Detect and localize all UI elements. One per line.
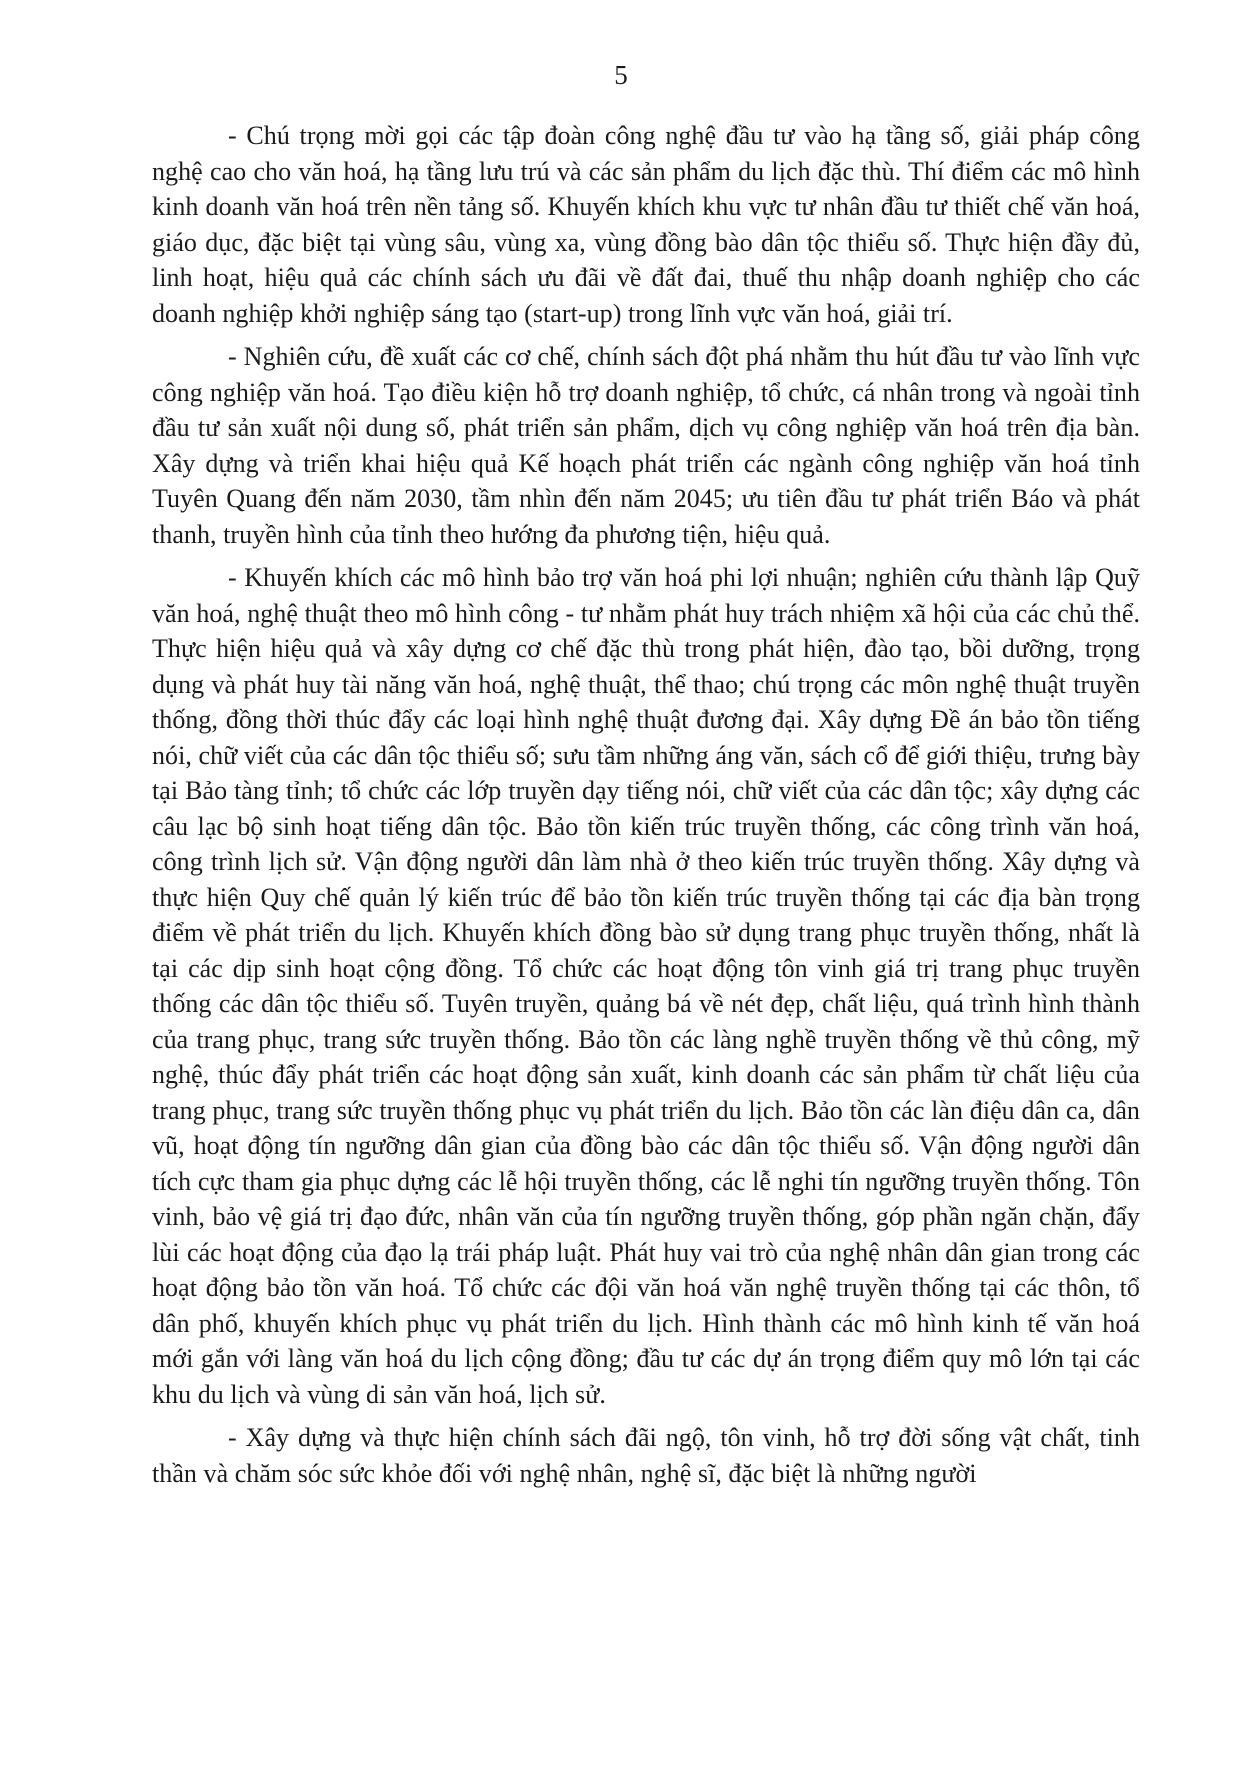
paragraph-cultural-industry: - Nghiên cứu, đề xuất các cơ chế, chính sách đột phá nhằm thu hút đầu tư vào lĩnh vực công nghiệp văn hoá. Tạo điều kiện hỗ trợ doanh nghiệp, tổ chức, cá nhân trong và ngoài tỉnh đầu tư sản xuất nội dung số, phát triển sản phẩm, dịch vụ công nghiệp văn hoá trên địa bàn. Xây dựng và triển khai hiệu quả Kế hoạch phát triển các ngành công nghiệp văn hoá tỉnh Tuyên Quang đến năm 2030, tầm nhìn đến năm 2045; ưu tiên đầu tư phát triển Báo và phát thanh, truyền hình của tỉnh theo hướng đa phương tiện, hiệu quả. [152,342,1140,549]
paragraph-artist-policy: - Xây dựng và thực hiện chính sách đãi ngộ, tôn vinh, hỗ trợ đời sống vật chất, tinh thần và chăm sóc sức khỏe đối với nghệ nhân, nghệ sĩ, đặc biệt là những người [152,1423,1140,1488]
page-number: 5 [614,60,628,90]
document-body [152,118,1140,1499]
paragraph-investment-technology: - Chú trọng mời gọi các tập đoàn công nghệ đầu tư vào hạ tầng số, giải pháp công nghệ cao cho văn hoá, hạ tầng lưu trú và các sản phẩm du lịch đặc thù. Thí điểm các mô hình kinh doanh văn hoá trên nền tảng số. Khuyến khích khu vực tư nhân đầu tư thiết chế văn hoá, giáo dục, đặc biệt tại vùng sâu, vùng xa, vùng đồng bào dân tộc thiểu số. Thực hiện đầy đủ, linh hoạt, hiệu quả các chính sách ưu đãi về đất đai, thuế thu nhập doanh nghiệp cho các doanh nghiệp khởi nghiệp sáng tạo (start-up) trong lĩnh vực văn hoá, giải trí. [152,121,1140,328]
paragraph-cultural-preservation: - Khuyến khích các mô hình bảo trợ văn hoá phi lợi nhuận; nghiên cứu thành lập Quỹ văn hoá, nghệ thuật theo mô hình công - tư nhằm phát huy trách nhiệm xã hội của các chủ thể. Thực hiện hiệu quả và xây dựng cơ chế đặc thù trong phát hiện, đào tạo, bồi dưỡng, trọng dụng và phát huy tài năng văn hoá, nghệ thuật, thể thao; chú trọng các môn nghệ thuật truyền thống, đồng thời thúc đẩy các loại hình nghệ thuật đương đại. Xây dựng Đề án bảo tồn tiếng nói, chữ viết của các dân tộc thiểu số; sưu tầm những áng văn, sách cổ để giới thiệu, trưng bày tại Bảo tàng tỉnh; tổ chức các lớp truyền dạy tiếng nói, chữ viết của các dân tộc; xây dựng các câu lạc bộ sinh hoạt tiếng dân tộc. Bảo tồn kiến trúc truyền thống, các công trình văn hoá, công trình lịch sử. Vận động người dân làm nhà ở theo kiến trúc truyền thống. Xây dựng và thực hiện Quy chế quản lý kiến trúc để bảo tồn kiến trúc truyền thống tại các địa bàn trọng điểm về phát triển du lịch. Khuyến khích đồng bào sử dụng trang phục truyền thống, nhất là tại các dịp sinh hoạt cộng đồng. Tổ chức các hoạt động tôn vinh giá trị trang phục truyền thống các dân tộc thiểu số. Tuyên truyền, quảng bá về nét đẹp, chất liệu, quá trình hình thành của trang phục, trang sức truyền thống. Bảo tồn các làng nghề truyền thống về thủ công, mỹ nghệ, thúc đẩy phát triển các hoạt động sản xuất, kinh doanh các sản phẩm từ chất liệu của trang phục, trang sức truyền thống phục vụ phát triển du lịch. Bảo tồn các làn điệu dân ca, dân vũ, hoạt động tín ngưỡng dân gian của đồng bào các dân tộc thiểu số. Vận động người dân tích cực tham gia phục dựng các lễ hội truyền thống, các lễ nghi tín ngưỡng truyền thống. Tôn vinh, bảo vệ giá trị đạo đức, nhân văn của tín ngưỡng truyền thống, góp phần ngăn chặn, đẩy lùi các hoạt động của đạo lạ trái pháp luật. Phát huy vai trò của nghệ nhân dân gian trong các hoạt động bảo tồn văn hoá. Tổ chức các đội văn hoá văn nghệ truyền thống tại các thôn, tổ dân phố, khuyến khích phục vụ phát triển du lịch. Hình thành các mô hình kinh tế văn hoá mới gắn với làng văn hoá du lịch cộng đồng; đầu tư các dự án trọng điểm quy mô lớn tại các khu du lịch và vùng di sản văn hoá, lịch sử. [152,563,1140,1409]
